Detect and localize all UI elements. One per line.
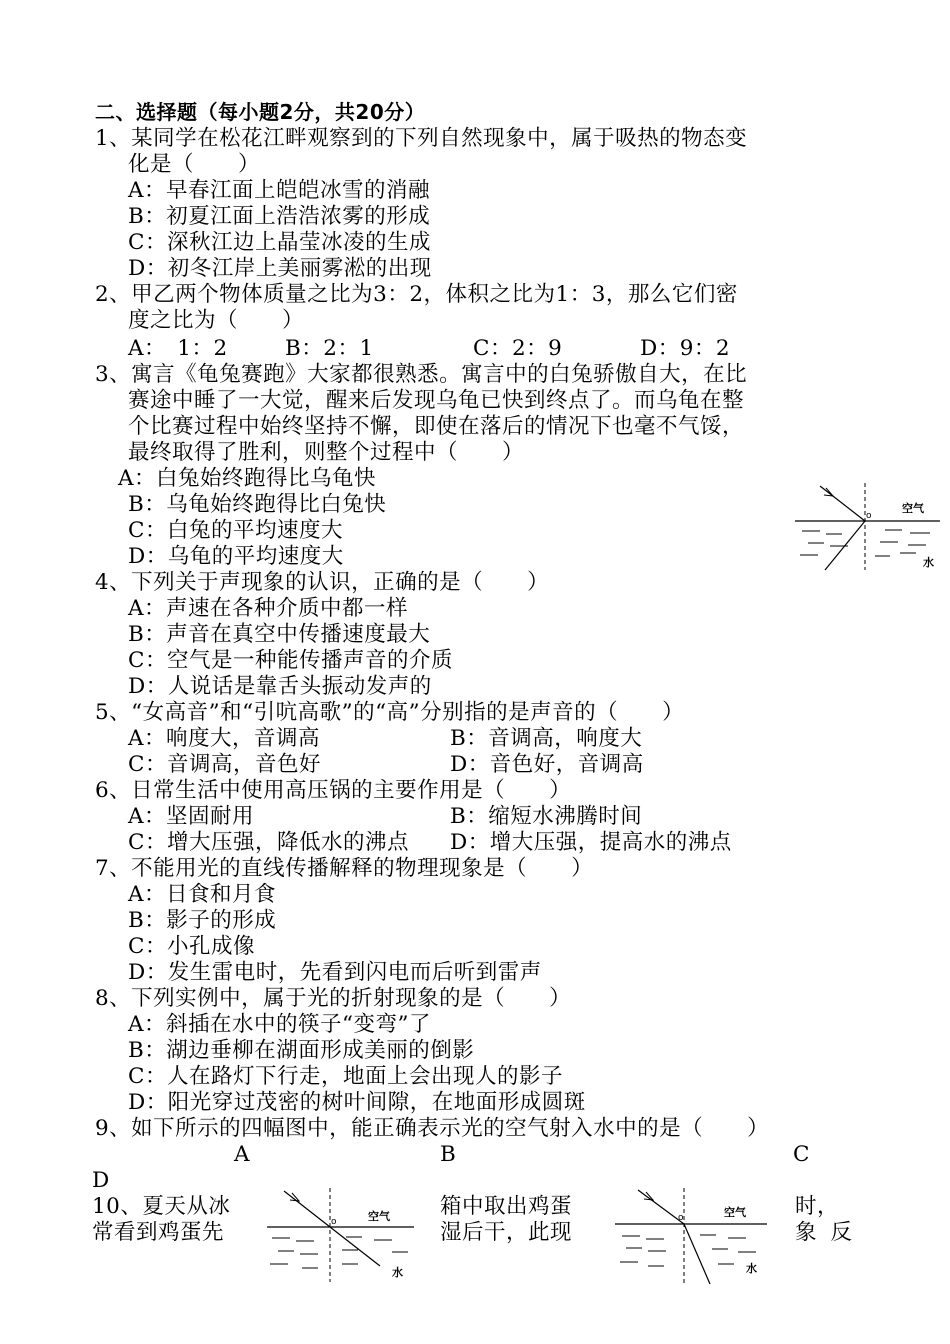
question-8-option-d: D：阳光穿过茂密的树叶间隙，在地面形成圆斑 [128, 1090, 586, 1115]
question-10-frag-4: 常看到鸡蛋先 [92, 1220, 225, 1245]
question-4-option-d: D：人说话是靠舌头振动发声的 [128, 674, 432, 699]
question-8-option-c: C：人在路灯下行走，地面上会出现人的影子 [128, 1064, 563, 1089]
diagram-c-water-label: 水 [923, 556, 934, 569]
question-9-stem: 9、如下所示的四幅图中，能正确表示光的空气射入水中的是（ ） [95, 1116, 770, 1141]
question-5-stem: 5、“女高音”和“引吭高歌”的“高”分别指的是声音的（ ） [95, 700, 685, 725]
section-title: 二、选择题（每小题2分，共20分） [95, 100, 426, 124]
diagram-a-origin: o [331, 1217, 337, 1227]
question-9-label-a: A [234, 1142, 251, 1167]
question-10-frag-1: 10、夏天从冰 [92, 1194, 231, 1219]
question-10-frag-2: 箱中取出鸡蛋 [440, 1194, 573, 1219]
question-10-frag-5: 湿后干，此现 [440, 1220, 573, 1245]
question-2-option-c: C：2：9 [473, 336, 563, 361]
question-7-option-a: A：日食和月食 [128, 882, 277, 907]
question-3-stem-cont-1: 赛途中睡了一大觉，醒来后发现乌龟已快到终点了。而乌龟在整 [128, 388, 745, 413]
question-9-label-b: B [440, 1142, 457, 1167]
question-1-option-d: D：初冬江岸上美丽雾淞的出现 [128, 256, 432, 281]
question-6-option-d: D：增大压强，提高水的沸点 [450, 830, 732, 855]
question-6-option-a: A：坚固耐用 [128, 804, 255, 829]
question-8-option-b: B：湖边垂柳在湖面形成美丽的倒影 [128, 1038, 475, 1063]
question-1-option-c: C：深秋江边上晶莹冰凌的生成 [128, 230, 431, 255]
question-7-stem: 7、不能用光的直线传播解释的物理现象是（ ） [95, 856, 594, 881]
refraction-diagram-c [790, 478, 945, 573]
diagram-a-water-label: 水 [392, 1266, 403, 1279]
question-3-option-d: D：乌龟的平均速度大 [128, 544, 344, 569]
question-2-option-b: B：2：1 [285, 336, 374, 361]
question-8-option-a: A：斜插在水中的筷子“变弯”了 [128, 1012, 432, 1037]
diagram-b-air-label: 空气 [724, 1206, 746, 1219]
question-2-option-a: A： 1：2 [128, 336, 228, 361]
question-3-stem-cont-2: 个比赛过程中始终坚持不懈，即使在落后的情况下也毫不气馁， [128, 414, 745, 439]
question-9-label-c: C [793, 1142, 810, 1167]
question-5-option-b: B：音调高，响度大 [450, 726, 643, 751]
question-10-frag-6: 象反 [795, 1220, 867, 1245]
question-5-option-c: C：音调高，音色好 [128, 752, 321, 777]
question-5-option-a: A：响度大，音调高 [128, 726, 321, 751]
question-1-stem-cont: 化是（ ） [128, 152, 261, 177]
question-2-stem: 2、甲乙两个物体质量之比为3：2，体积之比为1：3，那么它们密 [95, 282, 738, 307]
question-4-stem: 4、下列关于声现象的认识，正确的是（ ） [95, 570, 550, 595]
question-7-option-d: D：发生雷电时，先看到闪电而后听到雷声 [128, 960, 542, 985]
question-3-stem: 3、寓言《龟兔赛跑》大家都很熟悉。寓言中的白兔骄傲自大，在比 [95, 362, 748, 387]
question-1-stem: 1、某同学在松花江畔观察到的下列自然现象中，属于吸热的物态变 [95, 126, 748, 151]
question-4-option-c: C：空气是一种能传播声音的介质 [128, 648, 453, 673]
question-4-option-b: B：声音在真空中传播速度最大 [128, 622, 431, 647]
question-3-option-c: C：白兔的平均速度大 [128, 518, 343, 543]
question-7-option-b: B：影子的形成 [128, 908, 277, 933]
question-3-option-b: B：乌龟始终跑得比白兔快 [128, 492, 387, 517]
refraction-diagram-b [612, 1184, 772, 1289]
diagram-c-origin: o [866, 511, 872, 521]
diagram-b-water-label: 水 [746, 1262, 757, 1275]
diagram-a-air-label: 空气 [368, 1210, 390, 1223]
question-3-stem-cont-3: 最终取得了胜利，则整个过程中（ ） [128, 440, 525, 465]
question-5-option-d: D：音色好，音调高 [450, 752, 644, 777]
question-1-option-b: B：初夏江面上浩浩浓雾的形成 [128, 204, 431, 229]
question-1-option-a: A：早春江面上皑皑冰雪的消融 [128, 178, 431, 203]
question-7-option-c: C：小孔成像 [128, 934, 255, 959]
refraction-diagram-a [262, 1184, 417, 1284]
question-6-stem: 6、日常生活中使用高压锅的主要作用是（ ） [95, 778, 572, 803]
question-10-frag-3: 时， [795, 1194, 840, 1219]
question-2-stem-cont: 度之比为（ ） [128, 308, 305, 333]
question-4-option-a: A：声速在各种介质中都一样 [128, 596, 409, 621]
question-3-option-a: A：白兔始终跑得比乌龟快 [118, 466, 377, 491]
question-9-label-d: D [92, 1168, 110, 1193]
question-2-option-d: D：9：2 [640, 336, 731, 361]
question-6-option-b: B：缩短水沸腾时间 [450, 804, 643, 829]
question-8-stem: 8、下列实例中，属于光的折射现象的是（ ） [95, 986, 572, 1011]
diagram-c-air-label: 空气 [902, 502, 924, 515]
diagram-b-origin: o [678, 1213, 684, 1223]
question-6-option-c: C：增大压强，降低水的沸点 [128, 830, 409, 855]
